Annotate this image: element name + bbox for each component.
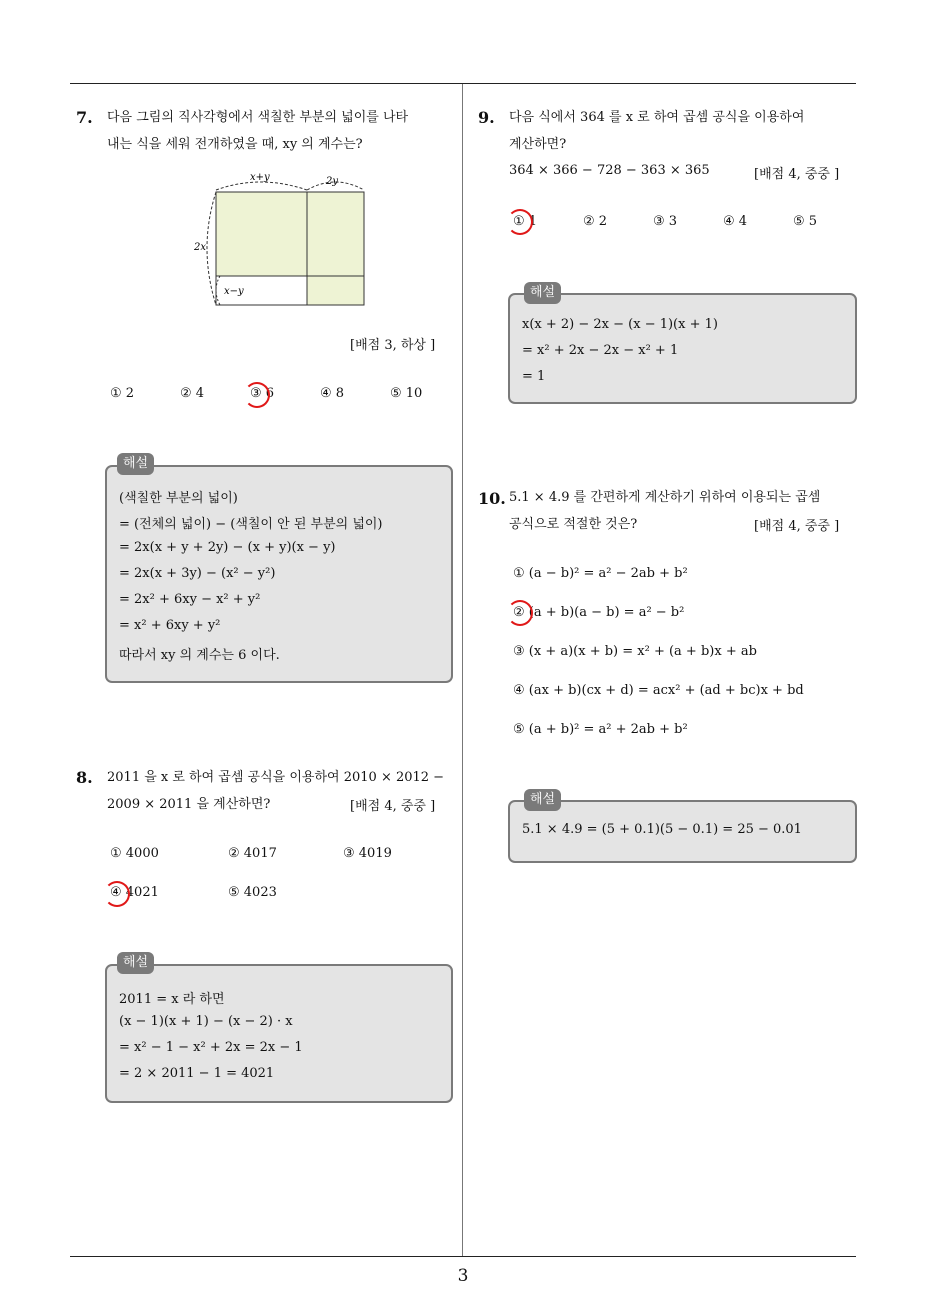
label-x-plus-y: x+y [250, 172, 270, 183]
top-rule [70, 83, 856, 84]
q7-choice-2[interactable]: ② 4 [180, 386, 205, 401]
answer-mark-circle [507, 600, 533, 626]
q10-choice-4[interactable]: ④ (ax + b)(cx + d) = acx² + (ad + bc)x + bd [513, 683, 804, 698]
question-9-tag: [배점 4, 중중 ] [754, 167, 840, 182]
question-9-solution-box [508, 293, 857, 404]
q9-choice-4[interactable]: ④ 4 [723, 214, 748, 229]
bottom-rule [70, 1256, 856, 1257]
question-8-line-2: 2009 × 2011 을 계산하면? [107, 797, 271, 812]
label-2y: 2y [326, 176, 339, 187]
label-2x: 2x [194, 242, 207, 253]
answer-mark-circle [104, 881, 130, 907]
q10-choice-3[interactable]: ③ (x + a)(x + b) = x² + (a + b)x + ab [513, 644, 757, 659]
page-number: 3 [457, 1266, 469, 1286]
question-7-number: 7. [76, 108, 93, 127]
question-9-text [509, 104, 804, 158]
question-9-line-1: 다음 식에서 364 를 x 로 하여 곱셈 공식을 이용하여 [509, 110, 805, 125]
q7-solution-line-3: = 2x(x + y + 2y) − (x + y)(x − y) [119, 540, 336, 555]
q10-choice-1[interactable]: ① (a − b)² = a² − 2ab + b² [513, 566, 688, 581]
rectangle-figure [190, 168, 380, 310]
q8-choice-2[interactable]: ② 4017 [228, 846, 277, 861]
q9-solution-line-2: = x² + 2x − 2x − x² + 1 [522, 343, 679, 358]
q10-choice-2[interactable]: ② (a + b)(a − b) = a² − b² [513, 605, 685, 620]
question-7-solution-tab[interactable]: 해설 [117, 453, 154, 475]
question-10-line-1: 5.1 × 4.9 를 간편하게 계산하기 위하여 이용되는 곱셈 [509, 490, 821, 505]
q7-solution-line-7: 따라서 xy 의 계수는 6 이다. [119, 648, 280, 663]
question-10-number: 10. [478, 489, 506, 508]
question-9-line-2: 계산하면? [509, 137, 567, 152]
q7-solution-line-4: = 2x(x + 3y) − (x² − y²) [119, 566, 276, 581]
brace-left [207, 192, 216, 305]
q8-solution-line-4: = 2 × 2011 − 1 = 4021 [119, 1066, 275, 1081]
column-divider [462, 84, 463, 1256]
q7-solution-line-6: = x² + 6xy + y² [119, 618, 221, 633]
label-x-minus-y: x−y [224, 286, 244, 297]
answer-mark-circle [244, 382, 270, 408]
question-10-solution-tab[interactable]: 해설 [524, 789, 561, 811]
question-9-expression: 364 × 366 − 728 − 363 × 365 [509, 163, 710, 178]
answer-mark-circle [507, 209, 533, 235]
q7-choice-1[interactable]: ① 2 [110, 386, 135, 401]
question-10-line-2: 공식으로 적절한 것은? [509, 517, 638, 532]
question-9-number: 9. [478, 108, 495, 127]
question-8-solution-box [105, 964, 453, 1103]
question-7-line-1: 다음 그림의 직사각형에서 색칠한 부분의 넓이를 나타 [107, 110, 409, 125]
question-7-text [107, 104, 408, 158]
question-8-solution-tab[interactable]: 해설 [117, 952, 154, 974]
question-8-line-1: 2011 을 x 로 하여 곱셈 공식을 이용하여 2010 × 2012 − [107, 770, 445, 785]
q7-choice-5[interactable]: ⑤ 10 [390, 386, 423, 401]
q8-choice-1[interactable]: ① 4000 [110, 846, 159, 861]
q9-choice-2[interactable]: ② 2 [583, 214, 608, 229]
question-7-line-2: 내는 식을 세워 전개하였을 때, xy 의 계수는? [107, 137, 363, 152]
question-7-solution-box [105, 465, 453, 683]
q9-solution-line-1: x(x + 2) − 2x − (x − 1)(x + 1) [522, 317, 718, 332]
q7-solution-line-1: (색칠한 부분의 넓이) [119, 491, 238, 506]
q9-solution-line-3: = 1 [522, 369, 546, 384]
q9-choice-5[interactable]: ⑤ 5 [793, 214, 818, 229]
q10-choice-5[interactable]: ⑤ (a + b)² = a² + 2ab + b² [513, 722, 688, 737]
question-8-number: 8. [76, 768, 93, 787]
question-7-tag: [배점 3, 하상 ] [350, 338, 436, 353]
q7-choice-4[interactable]: ④ 8 [320, 386, 345, 401]
q7-solution-line-5: = 2x² + 6xy − x² + y² [119, 592, 261, 607]
question-8-tag: [배점 4, 중중 ] [350, 799, 436, 814]
question-10-tag: [배점 4, 중중 ] [754, 519, 840, 534]
q9-choice-3[interactable]: ③ 3 [653, 214, 678, 229]
brace-top-left [216, 182, 307, 190]
q8-choice-5[interactable]: ⑤ 4023 [228, 885, 277, 900]
q8-choice-3[interactable]: ③ 4019 [343, 846, 392, 861]
q9-choice-1[interactable]: ① 1 [513, 214, 538, 229]
q8-choice-4[interactable]: ④ 4021 [110, 885, 159, 900]
q8-solution-line-2: (x − 1)(x + 1) − (x − 2) · x [119, 1014, 293, 1029]
q8-solution-line-3: = x² − 1 − x² + 2x = 2x − 1 [119, 1040, 303, 1055]
q8-solution-line-1: 2011 = x 라 하면 [119, 992, 225, 1007]
q7-solution-line-2: = (전체의 넓이) − (색칠이 안 된 부분의 넓이) [119, 517, 383, 532]
question-9-solution-tab[interactable]: 해설 [524, 282, 561, 304]
question-10-solution-box [508, 800, 857, 863]
q7-choice-3[interactable]: ③ 6 [250, 386, 275, 401]
q10-solution-line-1: 5.1 × 4.9 = (5 + 0.1)(5 − 0.1) = 25 − 0.01 [522, 822, 802, 837]
